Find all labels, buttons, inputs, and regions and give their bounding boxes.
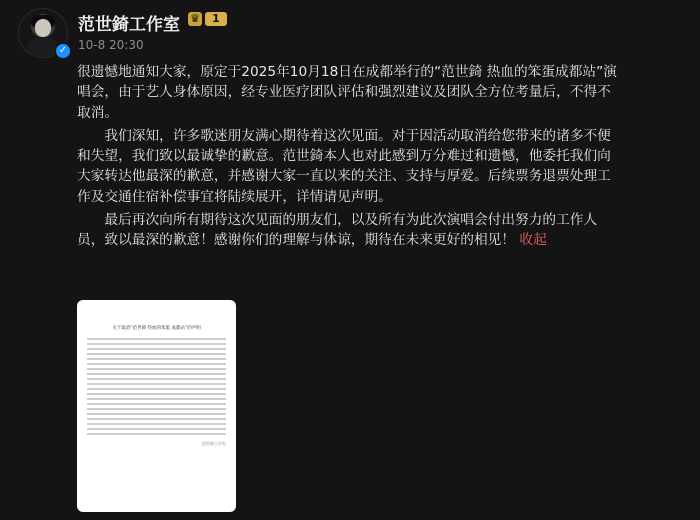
doc-line — [87, 348, 226, 350]
member-level: 1 — [205, 12, 227, 26]
doc-line — [87, 408, 226, 410]
post-header — [18, 8, 682, 60]
attachment-image[interactable] — [77, 300, 236, 512]
doc-line — [87, 368, 226, 370]
collapse-link[interactable]: 收起 — [519, 232, 547, 249]
doc-line — [87, 423, 226, 425]
doc-line — [87, 398, 226, 400]
author-name[interactable]: 范世錡工作室 — [78, 15, 180, 35]
doc-line — [87, 413, 226, 415]
document-signature: 范世錡工作室 — [202, 441, 226, 446]
doc-line — [87, 393, 226, 395]
paragraph-3 — [77, 210, 617, 251]
doc-line — [87, 343, 226, 345]
doc-line — [87, 358, 226, 360]
post-content — [77, 62, 617, 254]
member-badge[interactable] — [188, 12, 227, 26]
paragraph-1: 很遗憾地通知大家，原定于2025年10月18日在成都举行的“范世錡 热血的笨蛋成都站”演唱会，由于艺人身体原因，经专业医疗团队评估和强烈建议及团队全方位考量后，不得不取消。 — [77, 64, 617, 121]
doc-line — [87, 373, 226, 375]
doc-line — [87, 363, 226, 365]
crown-icon: ♛ — [188, 12, 202, 26]
doc-line — [87, 353, 226, 355]
post-timestamp: 10-8 20:30 — [78, 38, 144, 52]
paragraph-2: 我们深知，许多歌迷朋友满心期待着这次见面。对于因活动取消给您带来的诸多不便和失望，我们致以最诚挚的歉意。范世錡本人也对此感到万分难过和遗憾，他委托我们向大家转达他最深的歉意，并感谢大家一直以来的关注、支持与厚爱。后续票务退票处理工作及交通住宿补偿事宜将陆续展开，详情请见声明。 — [77, 127, 611, 205]
doc-line — [87, 433, 226, 435]
doc-line — [87, 378, 226, 380]
doc-line — [87, 383, 226, 385]
paragraph-3-text: 最后再次向所有期待这次见面的朋友们，以及所有为此次演唱会付出努力的工作人员，致以最深的歉意！感谢你们的理解与体谅，期待在未来更好的相见！ — [77, 212, 598, 249]
doc-line — [87, 388, 226, 390]
doc-line — [87, 338, 226, 340]
verified-badge-icon: ✓ — [54, 42, 72, 60]
document-title: 关于取消“范世錡 热血的笨蛋 成都站”的声明 — [112, 326, 201, 331]
doc-line — [87, 428, 226, 430]
doc-line — [87, 403, 226, 405]
avatar-face — [35, 19, 51, 37]
doc-line — [87, 418, 226, 420]
document-preview — [87, 326, 226, 447]
